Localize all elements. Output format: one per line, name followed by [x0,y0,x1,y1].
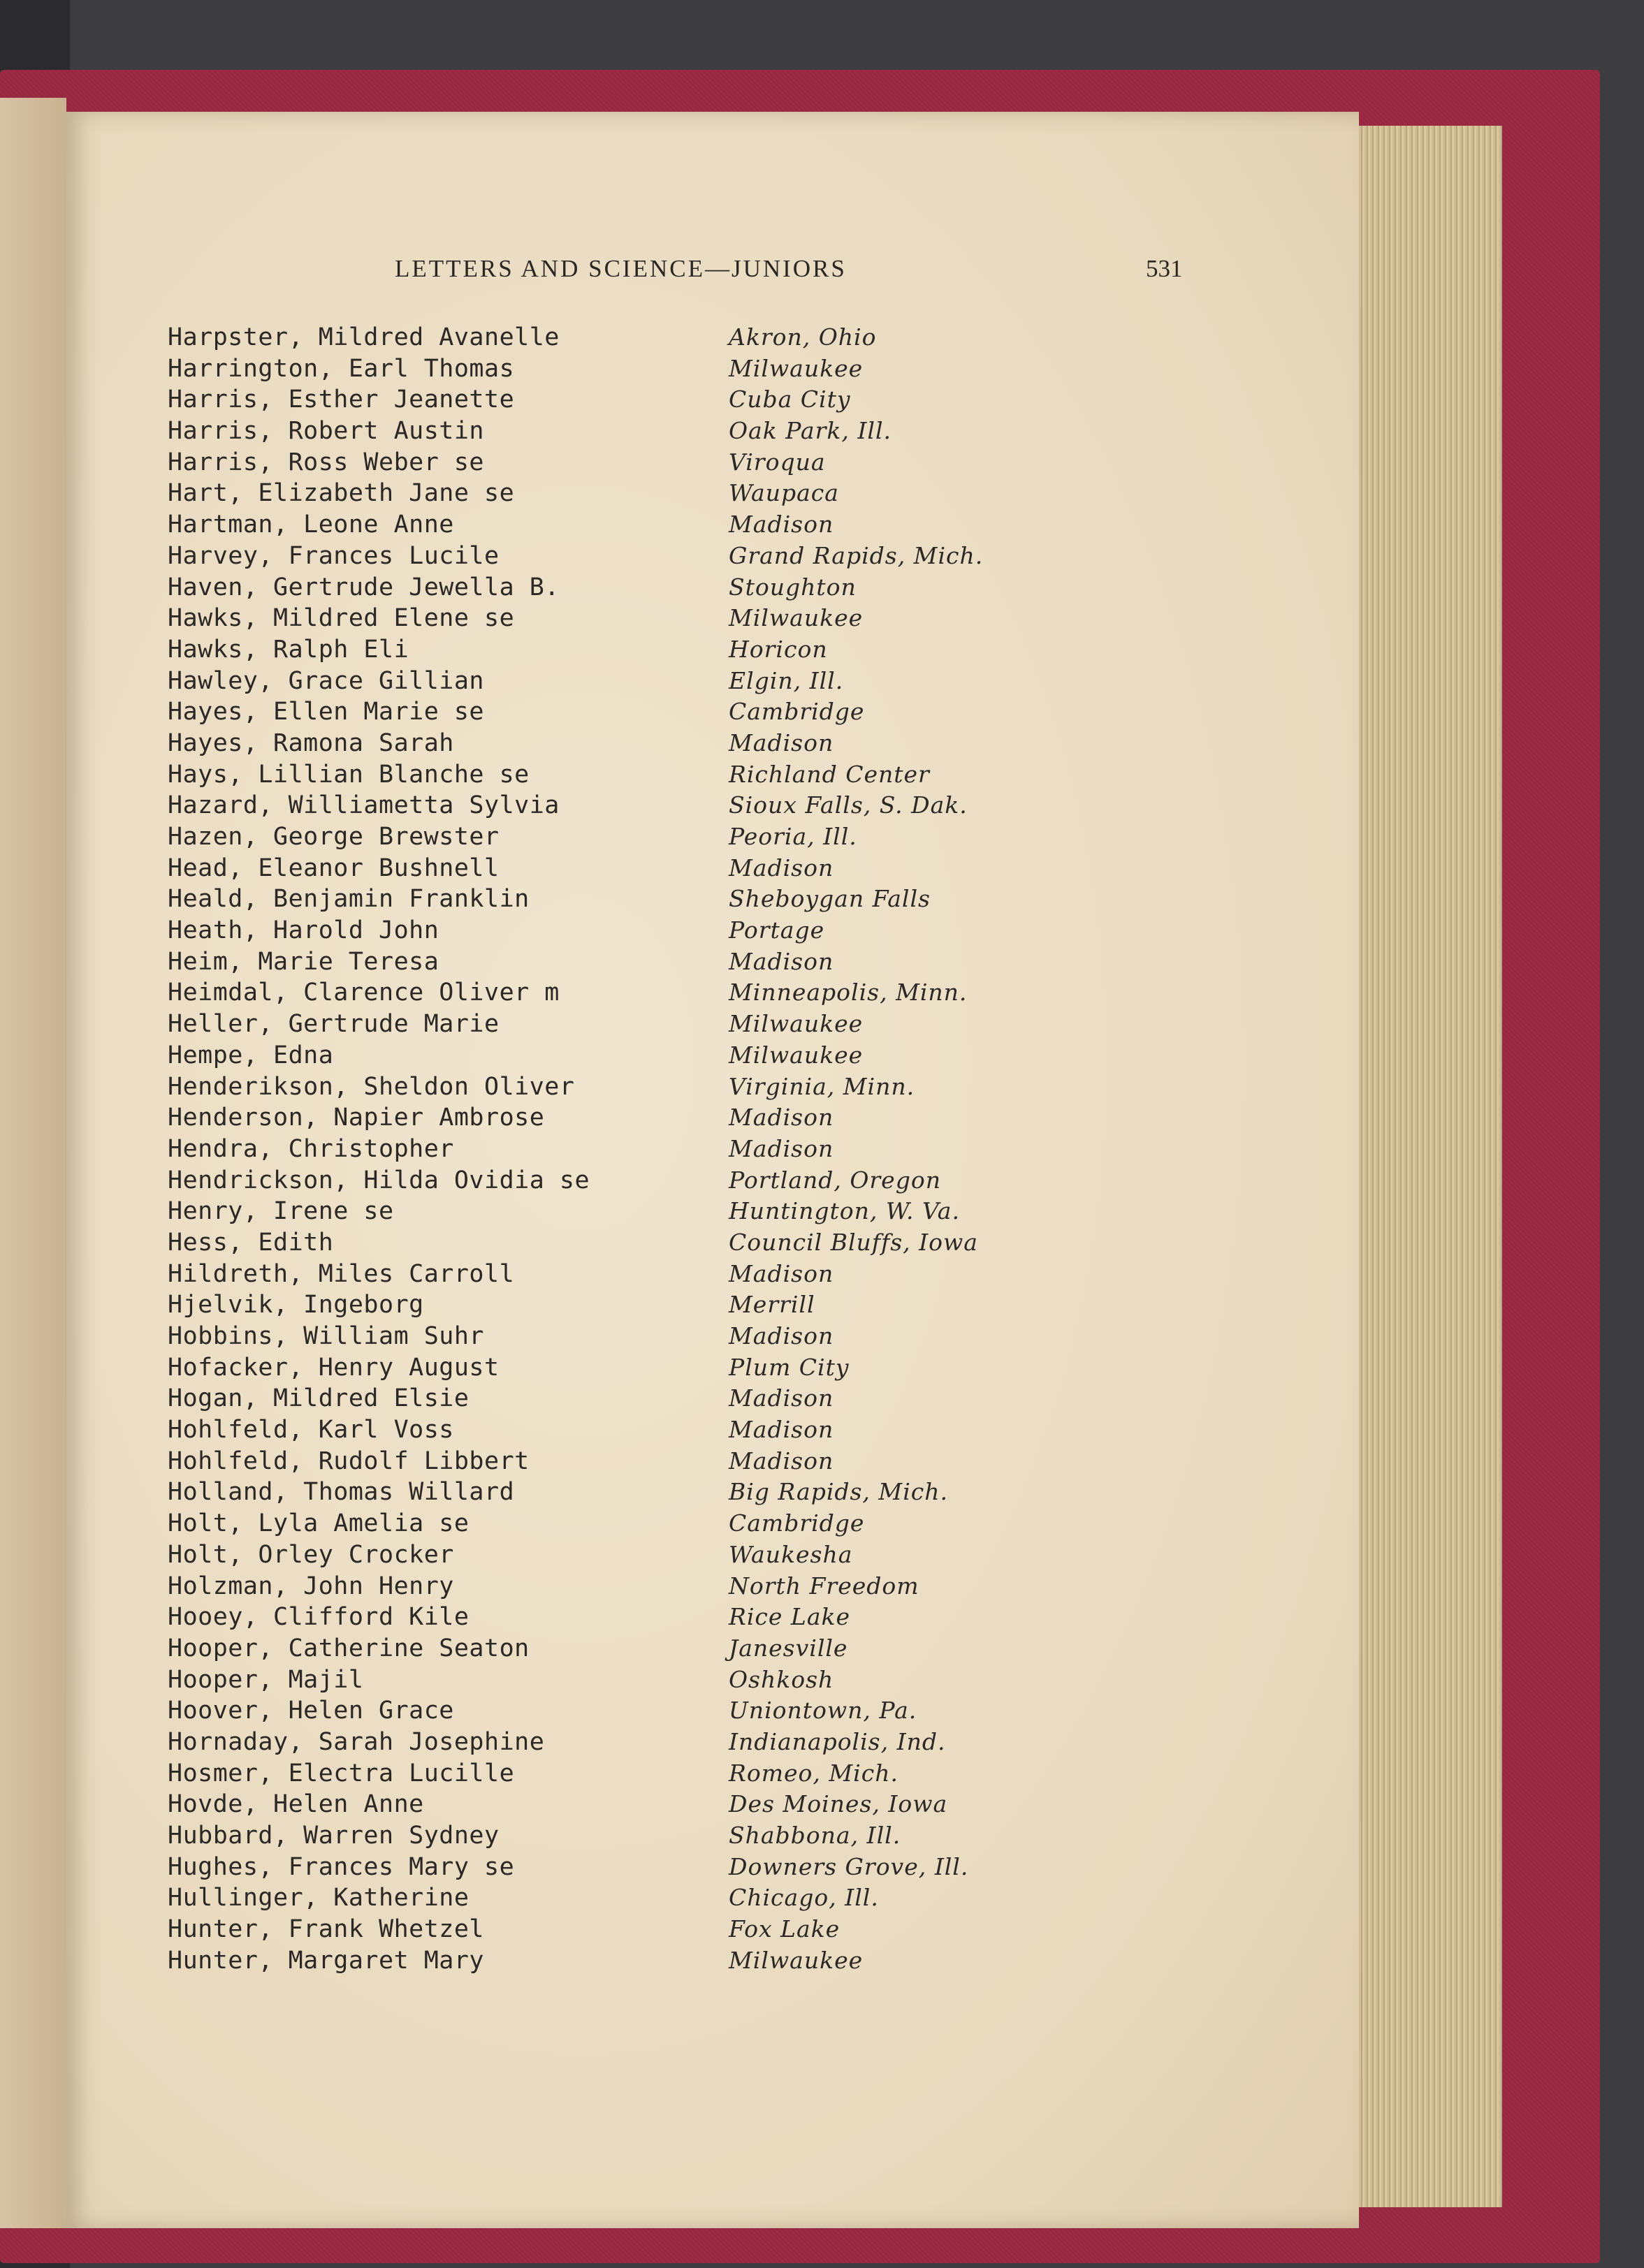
student-hometown: Madison [729,729,834,756]
student-hometown: Merrill [729,1291,815,1319]
student-name: Holt, Lyla Amelia se [168,1509,470,1538]
student-hometown: Janesville [729,1634,848,1662]
student-hometown: Elgin, Ill. [729,666,844,694]
student-hometown: Oak Park, Ill. [729,417,892,445]
student-hometown: Minneapolis, Minn. [729,979,968,1007]
student-hometown: Des Moines, Iowa [729,1790,948,1818]
student-hometown: Madison [729,1104,834,1132]
list-item [0,791,1327,823]
student-name: Hawley, Grace Gillian [168,666,485,695]
student-hometown: Madison [729,1384,834,1412]
student-hometown: Rice Lake [729,1603,851,1631]
list-item [0,479,1327,511]
list-item [0,854,1327,886]
student-hometown: Downers Grove, Ill. [729,1852,969,1880]
student-hometown: Akron, Ohio [729,323,877,351]
list-item [0,1073,1327,1104]
student-hometown: Huntington, W. Va. [729,1197,960,1225]
list-item [0,604,1327,636]
page-block-edge [1359,126,1502,2207]
student-hometown: North Freedom [729,1572,919,1600]
list-item [0,1884,1327,1915]
student-name: Hovde, Helen Anne [168,1790,424,1819]
list-item [0,1384,1327,1416]
list-item [0,448,1327,480]
list-item [0,323,1327,355]
list-item [0,667,1327,698]
list-item [0,1603,1327,1634]
list-item [0,1853,1327,1885]
student-hometown: Madison [729,1259,834,1287]
student-name: Hendra, Christopher [168,1134,454,1163]
student-name: Hooper, Majil [168,1665,364,1694]
student-hometown: Milwaukee [729,1041,864,1069]
student-hometown: Waukesha [729,1540,853,1568]
student-hometown: Madison [729,1416,834,1444]
student-name: Hullinger, Katherine [168,1884,470,1912]
list-item [0,1104,1327,1135]
student-hometown: Cambridge [729,698,865,726]
student-name: Hughes, Frances Mary se [168,1852,515,1881]
student-hometown: Horicon [729,635,828,663]
student-name: Hohlfeld, Rudolf Libbert [168,1447,530,1475]
list-item [0,573,1327,605]
student-hometown: Oshkosh [729,1665,834,1693]
student-name: Harpster, Mildred Avanelle [168,323,560,351]
list-item [0,542,1327,573]
page-number: 531 [1146,255,1183,282]
student-name: Hjelvik, Ingeborg [168,1291,424,1319]
student-hometown: Portland, Oregon [729,1166,941,1194]
list-item [0,1166,1327,1198]
student-name: Hooey, Clifford Kile [168,1603,470,1632]
student-name: Hart, Elizabeth Jane se [168,479,515,508]
student-name: Harrington, Earl Thomas [168,354,515,383]
student-name: Heim, Marie Teresa [168,947,439,976]
list-item [0,1666,1327,1697]
student-name: Hempe, Edna [168,1041,334,1069]
list-item [0,1697,1327,1728]
student-hometown: Fox Lake [729,1915,841,1943]
list-item [0,1759,1327,1791]
student-hometown: Cuba City [729,386,851,414]
list-item [0,1572,1327,1604]
list-item [0,1947,1327,1978]
student-name: Head, Eleanor Bushnell [168,854,500,882]
student-name: Hawks, Mildred Elene se [168,604,515,633]
student-hometown: Sheboygan Falls [729,885,931,913]
student-name: Hogan, Mildred Elsie [168,1384,470,1413]
list-item [0,979,1327,1010]
student-hometown: Milwaukee [729,1946,864,1974]
student-hometown: Big Rapids, Mich. [729,1478,948,1506]
student-name: Hofacker, Henry August [168,1353,500,1382]
list-item [0,355,1327,386]
student-name: Holland, Thomas Willard [168,1478,515,1507]
student-name: Hayes, Ramona Sarah [168,729,454,757]
student-hometown: Uniontown, Pa. [729,1697,917,1725]
student-hometown: Peoria, Ill. [729,823,857,850]
student-name: Harvey, Frances Lucile [168,541,500,570]
student-name: Hawks, Ralph Eli [168,635,409,664]
student-name: Hoover, Helen Grace [168,1697,454,1725]
student-hometown: Madison [729,947,834,975]
list-item [0,386,1327,417]
student-hometown: Portage [729,916,825,944]
list-item [0,1135,1327,1166]
student-name: Hildreth, Miles Carroll [168,1259,515,1288]
list-item [0,1197,1327,1229]
student-name: Hooper, Catherine Seaton [168,1634,530,1662]
student-hometown: Indianapolis, Ind. [729,1727,946,1755]
list-item [0,1541,1327,1572]
list-item [0,417,1327,448]
list-item [0,823,1327,854]
student-hometown: Chicago, Ill. [729,1884,879,1912]
student-hometown: Milwaukee [729,354,864,382]
running-head: LETTERS AND SCIENCE—JUNIORS [395,255,847,282]
student-name: Harris, Esther Jeanette [168,386,515,414]
student-name: Heimdal, Clarence Oliver m [168,979,560,1007]
list-item [0,885,1327,916]
student-name: Hayes, Ellen Marie se [168,698,485,726]
student-name: Hendrickson, Hilda Ovidia se [168,1166,590,1194]
student-hometown: Plum City [729,1353,850,1381]
student-name: Hornaday, Sarah Josephine [168,1727,545,1756]
student-hometown: Virginia, Minn. [729,1072,915,1100]
student-name: Heller, Gertrude Marie [168,1010,500,1039]
list-item [0,1322,1327,1354]
student-hometown: Madison [729,1447,834,1475]
list-item [0,1260,1327,1292]
student-hometown: Milwaukee [729,604,864,632]
student-name: Harris, Ross Weber se [168,448,485,476]
student-hometown: Madison [729,854,834,881]
student-name: Hubbard, Warren Sydney [168,1822,500,1850]
list-item [0,636,1327,667]
list-item [0,1041,1327,1073]
student-name: Hunter, Margaret Mary [168,1946,485,1975]
student-name: Henry, Irene se [168,1197,394,1226]
student-name: Hobbins, William Suhr [168,1322,485,1350]
list-item [0,1634,1327,1666]
student-name: Harris, Robert Austin [168,417,485,446]
list-item [0,1229,1327,1260]
list-item [0,1509,1327,1541]
student-name: Hays, Lillian Blanche se [168,760,530,789]
student-hometown: Grand Rapids, Mich. [729,541,984,569]
list-item [0,729,1327,761]
student-hometown: Milwaukee [729,1010,864,1038]
student-name: Hartman, Leone Anne [168,511,454,539]
student-name: Haven, Gertrude Jewella B. [168,573,560,601]
student-hometown: Madison [729,1322,834,1349]
list-item [0,511,1327,542]
student-name: Henderson, Napier Ambrose [168,1104,545,1132]
list-item [0,1416,1327,1447]
student-hometown: Viroqua [729,448,826,476]
student-hometown: Cambridge [729,1509,865,1537]
list-item [0,1291,1327,1322]
student-list [0,323,1327,1977]
student-name: Heath, Harold John [168,916,439,945]
student-hometown: Waupaca [729,479,839,507]
student-hometown: Council Bluffs, Iowa [729,1228,978,1256]
student-name: Hess, Edith [168,1228,334,1257]
list-item [0,948,1327,979]
list-item [0,1010,1327,1041]
student-hometown: Richland Center [729,760,930,788]
student-name: Henderikson, Sheldon Oliver [168,1072,575,1101]
list-item [0,1915,1327,1947]
list-item [0,761,1327,792]
list-item [0,698,1327,729]
student-name: Hosmer, Electra Lucille [168,1759,515,1787]
student-hometown: Madison [729,511,834,539]
student-name: Heald, Benjamin Franklin [168,885,530,914]
list-item [0,1447,1327,1479]
list-item [0,916,1327,948]
list-item [0,1790,1327,1822]
student-name: Hazard, Williametta Sylvia [168,791,560,820]
student-hometown: Stoughton [729,573,857,601]
student-hometown: Sioux Falls, S. Dak. [729,791,968,819]
student-hometown: Romeo, Mich. [729,1759,899,1787]
student-name: Hazen, George Brewster [168,823,500,851]
student-hometown: Shabbona, Ill. [729,1822,901,1849]
list-item [0,1728,1327,1759]
student-name: Hunter, Frank Whetzel [168,1915,485,1944]
list-item [0,1478,1327,1509]
student-name: Hohlfeld, Karl Voss [168,1416,454,1444]
list-item [0,1354,1327,1385]
student-name: Holzman, John Henry [168,1572,454,1600]
student-name: Holt, Orley Crocker [168,1540,454,1569]
student-hometown: Madison [729,1134,834,1162]
list-item [0,1822,1327,1853]
